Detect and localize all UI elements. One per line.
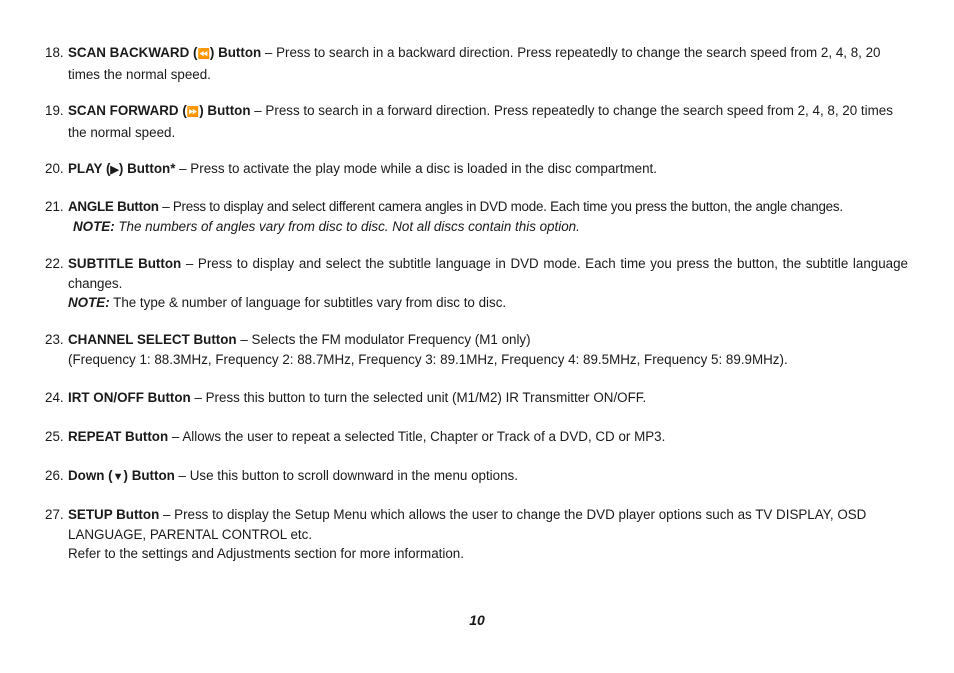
item-number: 20. — [45, 161, 64, 176]
item-description: – Press to display and select different camera angles in DVD mode. Each time you press the button, the angle changes. — [158, 199, 843, 214]
item-description: – Press to search in a backward direction. Press repeatedly to change the search speed from 2, 4, 8, 20 times the normal speed. — [68, 45, 881, 82]
item-label: CHANNEL SELECT Button — [68, 332, 237, 347]
item-body — [68, 43, 908, 84]
item-number: 21. — [45, 199, 64, 214]
list-item-setup — [45, 505, 908, 564]
item-label: REPEAT Button — [68, 429, 169, 444]
item-label: IRT ON/OFF Button — [68, 390, 191, 405]
fast-forward-icon: ⏩ — [186, 107, 200, 118]
item-body — [68, 197, 908, 217]
down-arrow-icon: ▼ — [112, 471, 124, 483]
item-number: 25. — [45, 429, 64, 444]
item-number: 22. — [45, 256, 64, 271]
note-text: The type & number of language for subtitles vary from disc to disc. — [109, 295, 507, 310]
item-number: 23. — [45, 332, 64, 347]
item-number: 18. — [45, 45, 64, 60]
item-number: 27. — [45, 507, 64, 522]
rewind-icon: ⏪ — [197, 49, 210, 60]
list-item-angle — [45, 197, 908, 236]
item-number: 24. — [45, 390, 64, 405]
item-label: ANGLE Button — [68, 199, 159, 214]
item-description: – Press to activate the play mode while a disc is loaded in the disc compartment. — [175, 161, 657, 176]
item-description: – Press to display the Setup Menu which allows the user to change the DVD player options such as TV DISPLAY, OSD LANGUAGE, PARENTAL CONTROL etc. — [68, 507, 867, 542]
item-description: – Press to search in a forward direction. Press repeatedly to change the search speed from 2, 4, 8, 20 times the normal speed. — [68, 103, 893, 140]
item-frequency-list: (Frequency 1: 88.3MHz, Frequency 2: 88.7MHz, Frequency 3: 89.1MHz, Frequency 4: 89.5MHz, Frequency 5: 89.9MHz). — [68, 351, 788, 367]
note-label: NOTE: — [73, 218, 115, 234]
item-number: 26. — [45, 468, 64, 483]
item-body — [68, 505, 908, 544]
item-label: PLAY (▶) Button* — [68, 161, 175, 176]
item-description: – Press to display and select the subtitle language in DVD mode. Each time you press the button, the subtitle language changes. — [68, 256, 909, 291]
list-item-repeat — [45, 427, 908, 447]
list-item-play — [45, 159, 908, 181]
item-description: – Press this button to turn the selected unit (M1/M2) IR Transmitter ON/OFF. — [190, 390, 647, 405]
item-body — [68, 388, 908, 408]
item-body — [68, 466, 908, 488]
item-number: 19. — [45, 103, 64, 118]
item-label: Down (▼) Button — [68, 468, 175, 483]
item-description: – Allows the user to repeat a selected Title, Chapter or Track of a DVD, CD or MP3. — [168, 429, 666, 444]
item-body — [68, 330, 908, 350]
item-body — [68, 427, 908, 447]
item-label: SCAN BACKWARD (⏪) Button — [68, 45, 261, 60]
list-item-scan-backward — [45, 43, 908, 84]
list-item-subtitle — [45, 254, 908, 313]
item-note — [68, 293, 908, 313]
item-body — [68, 101, 908, 142]
list-item-down — [45, 466, 908, 488]
list-item-channel-select — [45, 330, 908, 369]
item-description: – Use this button to scroll downward in the menu options. — [174, 468, 518, 483]
list-item-irt-onoff — [45, 388, 908, 408]
item-label: SUBTITLE Button — [68, 256, 182, 271]
item-body — [68, 159, 908, 181]
note-label: NOTE: — [68, 295, 110, 310]
item-reference: Refer to the settings and Adjustments section for more information. — [68, 546, 464, 561]
item-label: SCAN FORWARD (⏩) Button — [68, 103, 251, 118]
item-description: – Selects the FM modulator Frequency (M1 only) — [236, 332, 531, 347]
play-icon: ▶ — [110, 164, 119, 176]
item-note — [73, 217, 908, 237]
list-item-scan-forward — [45, 101, 908, 142]
page-number: 10 — [469, 612, 485, 628]
note-text: The numbers of angles vary from disc to disc. Not all discs contain this option. — [114, 218, 580, 234]
item-body — [68, 254, 908, 293]
item-label: SETUP Button — [68, 507, 160, 522]
